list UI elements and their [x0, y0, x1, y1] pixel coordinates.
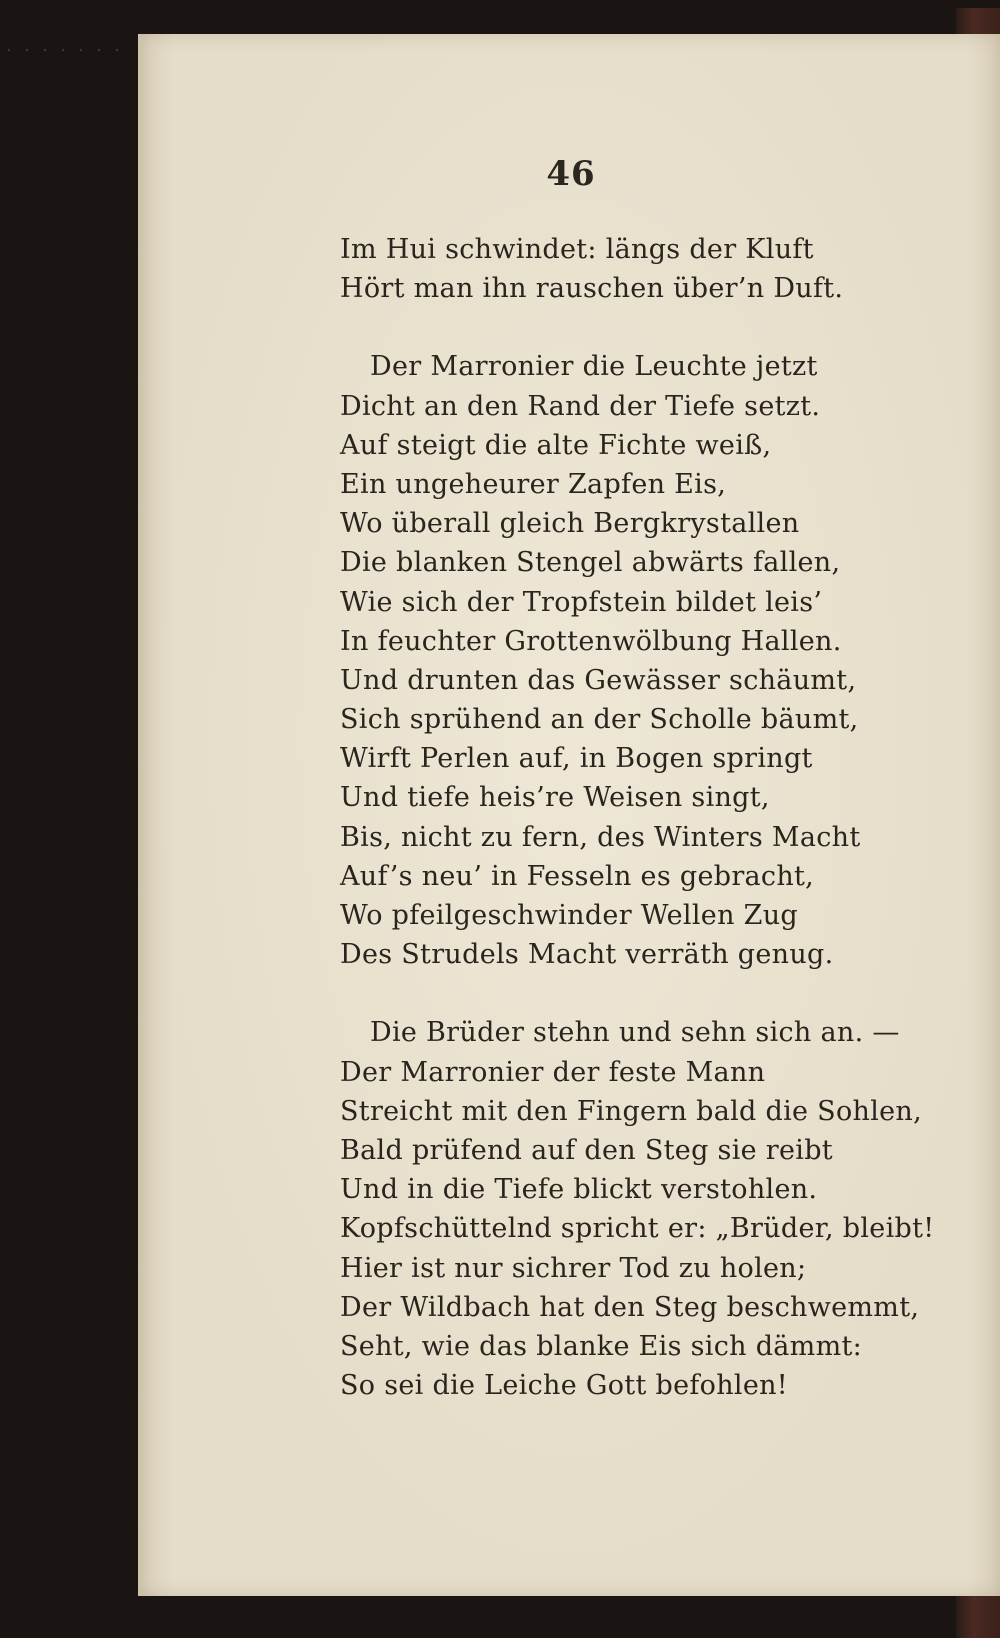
poem-line: Seht, wie das blanke Eis sich dämmt: [340, 1330, 863, 1362]
poem-line: Hört man ihn rauschen über’n Duft. [340, 273, 844, 305]
poem-line: Bis, nicht zu fern, des Winters Macht [340, 821, 861, 853]
poem-line: Streicht mit den Fingern bald die Sohlen, [340, 1095, 923, 1127]
poem-line: Dicht an den Rand der Tiefe setzt. [340, 390, 821, 422]
page-number: 46 [546, 154, 596, 194]
poem-line: Auf’s neu’ in Fesseln es gebracht, [340, 860, 815, 892]
poem-line: Sich sprühend an der Scholle bäumt, [340, 704, 859, 736]
poem-text [340, 230, 980, 1405]
poem-line: Und tiefe heis’re Weisen singt, [340, 782, 770, 814]
poem-line: Wie sich der Tropfstein bildet leis’ [340, 586, 823, 618]
poem-line: Der Marronier der feste Mann [340, 1056, 766, 1088]
poem-line: Und in die Tiefe blickt verstohlen. [340, 1174, 818, 1206]
stanza-3 [340, 1013, 980, 1405]
poem-line: Wirft Perlen auf, in Bogen springt [340, 743, 813, 775]
poem-line: Die blanken Stengel abwärts fallen, [340, 547, 841, 579]
poem-line: So sei die Leiche Gott befohlen! [340, 1370, 788, 1402]
book-page [138, 34, 1000, 1596]
poem-line: Der Wildbach hat den Steg beschwemmt, [340, 1291, 920, 1323]
poem-line: Des Strudels Macht verräth genug. [340, 939, 834, 971]
poem-line: Der Marronier die Leuchte jetzt [370, 351, 818, 383]
poem-line: Wo überall gleich Bergkrystallen [340, 508, 800, 540]
poem-line: Hier ist nur sichrer Tod zu holen; [340, 1252, 807, 1284]
poem-line: In feuchter Grottenwölbung Hallen. [340, 625, 842, 657]
poem-line: Die Brüder stehn und sehn sich an. — [370, 1017, 900, 1049]
poem-line: Kopfschüttelnd spricht er: „Brüder, bleibt! [340, 1213, 935, 1245]
poem-line: Ein ungeheurer Zapfen Eis, [340, 468, 727, 500]
poem-line: Bald prüfend auf den Steg sie reibt [340, 1134, 833, 1166]
poem-line: Und drunten das Gewässer schäumt, [340, 664, 857, 696]
stanza-2 [340, 347, 980, 974]
poem-line: Auf steigt die alte Fichte weiß, [340, 429, 772, 461]
poem-line: Im Hui schwindet: längs der Kluft [340, 234, 814, 265]
poem-line: Wo pfeilgeschwinder Wellen Zug [340, 900, 798, 931]
background-dots [0, 48, 130, 52]
stanza-1 [340, 230, 980, 308]
